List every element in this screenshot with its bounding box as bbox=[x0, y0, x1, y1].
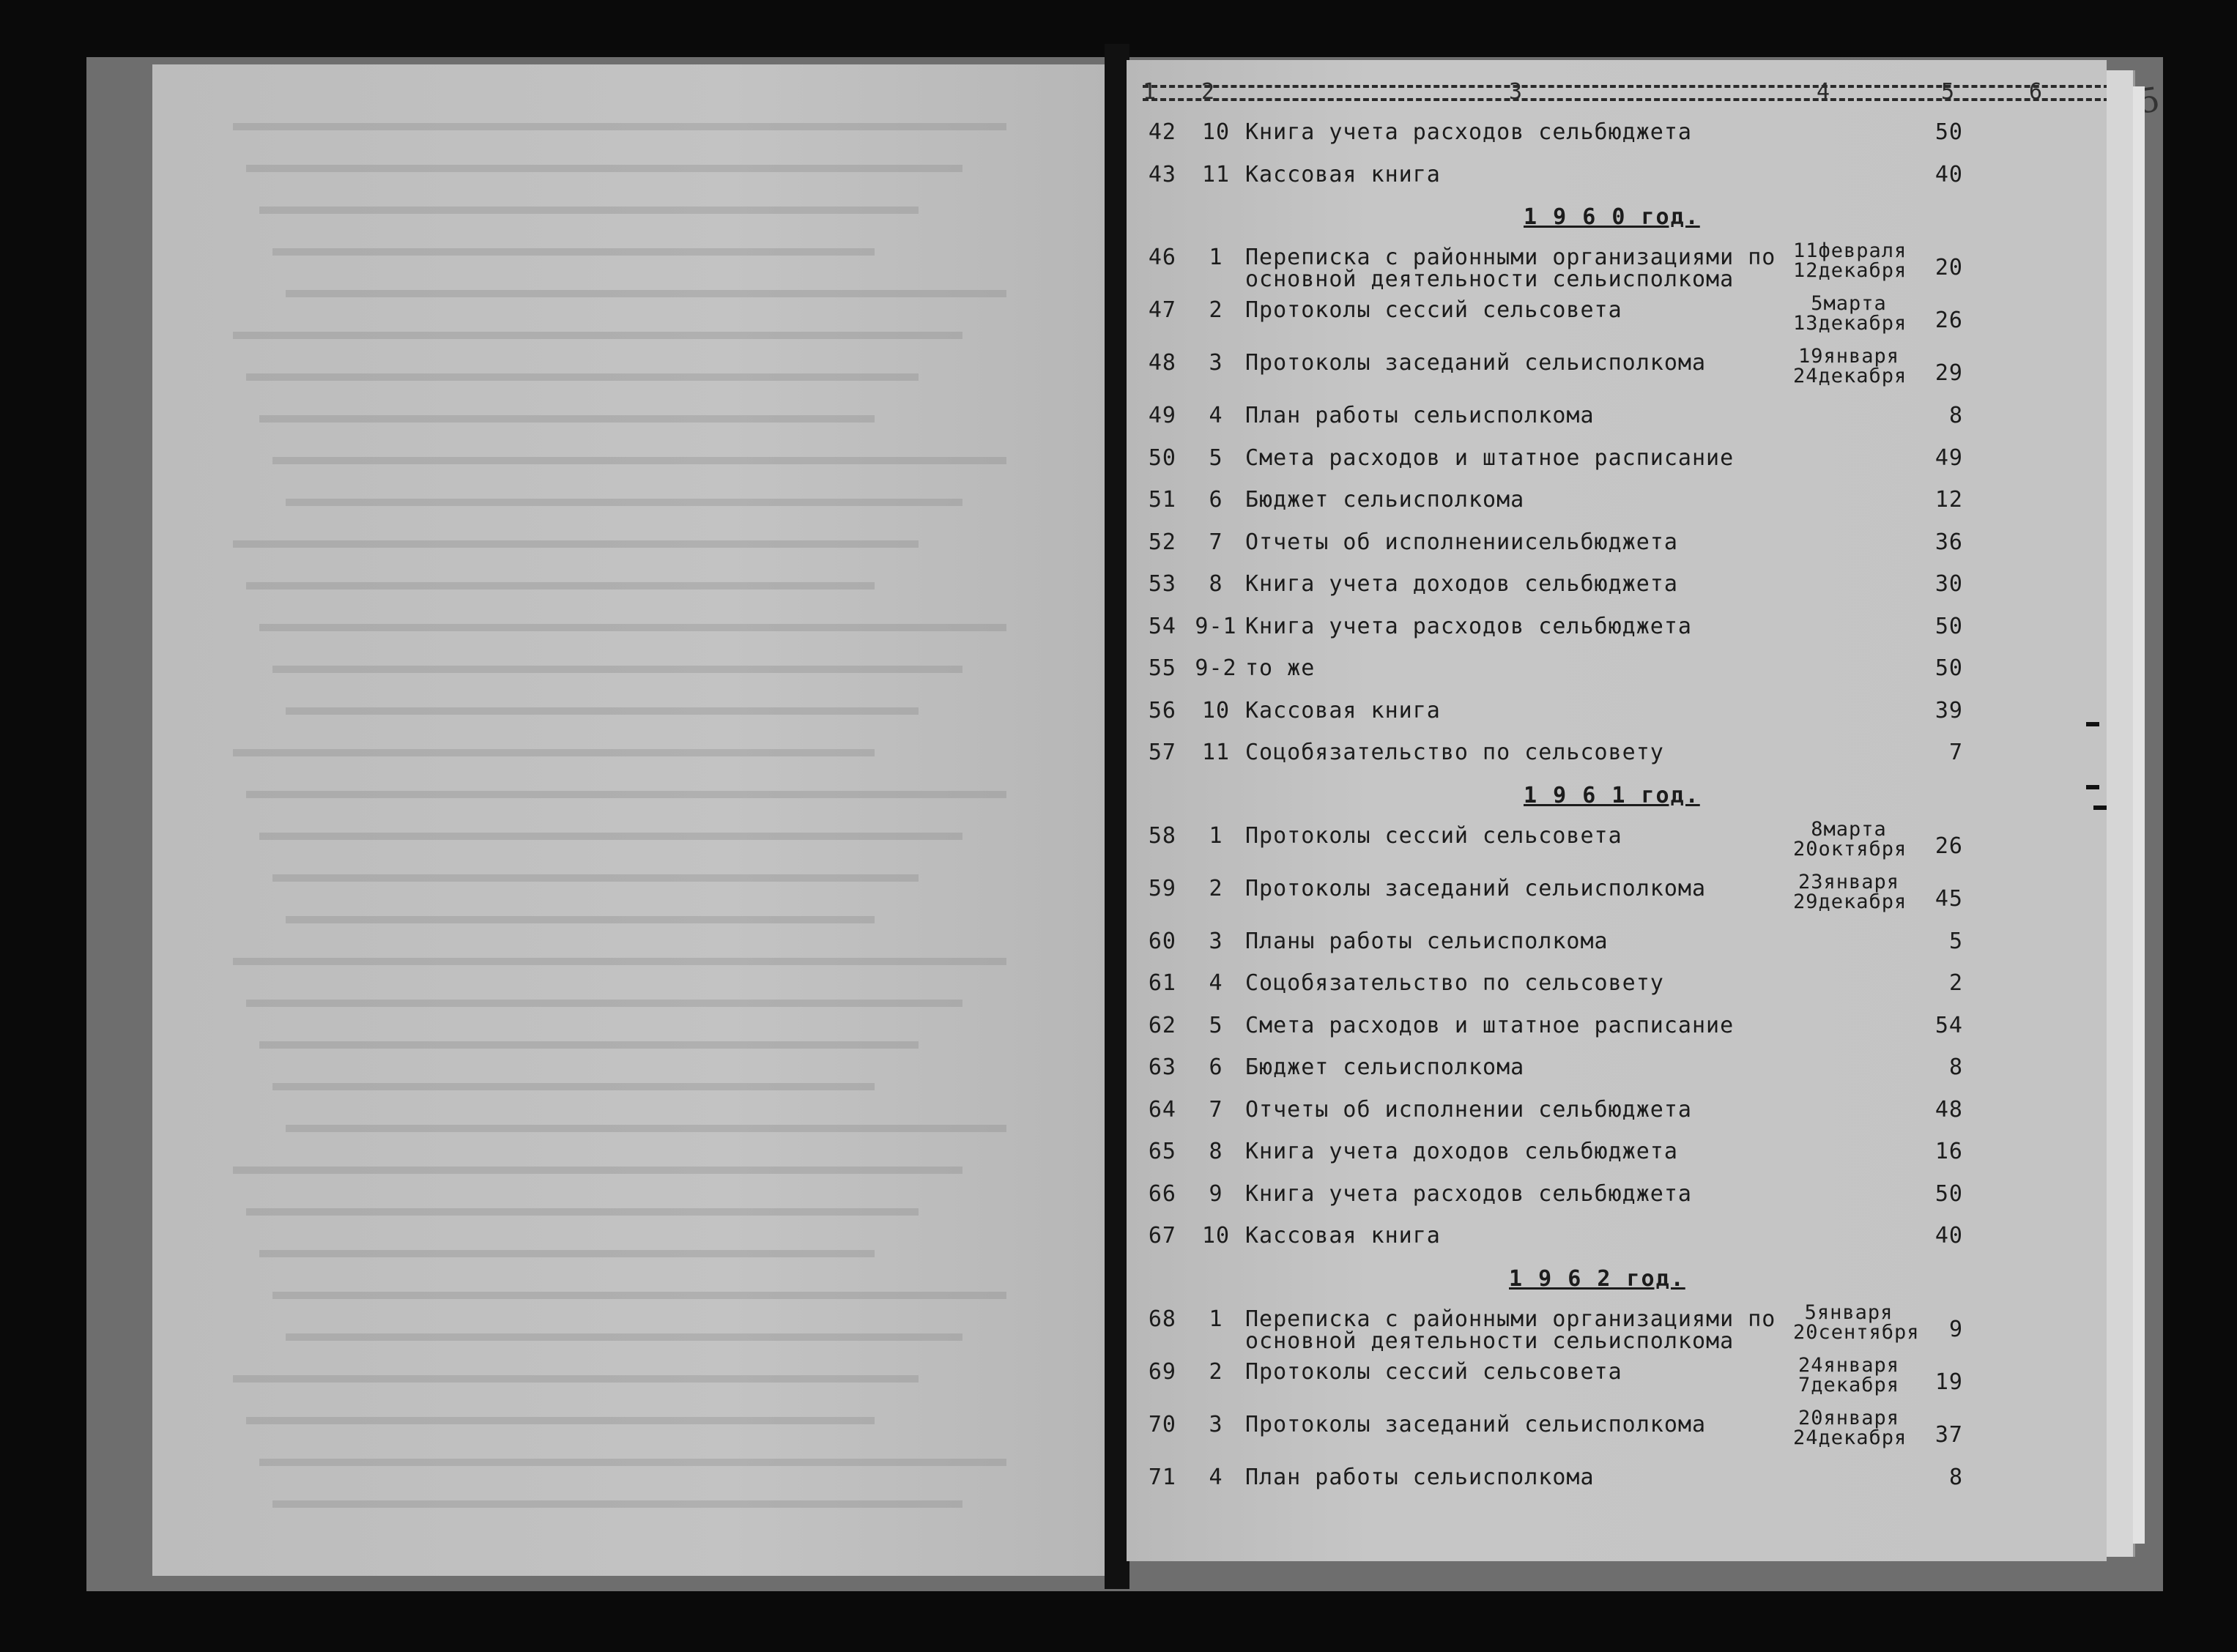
item-sheet-count: 16 bbox=[1934, 1139, 1963, 1164]
item-title bbox=[1245, 1054, 1525, 1080]
bleed-through-line bbox=[233, 1167, 962, 1174]
edge-tick bbox=[2086, 785, 2099, 789]
item-title bbox=[1245, 1464, 1595, 1490]
item-sequence: 1 bbox=[1209, 1306, 1223, 1332]
item-title-line: Книга учета расходов сельбюджета bbox=[1245, 613, 1692, 639]
bleed-through-line bbox=[233, 958, 1006, 965]
column-number: 4 bbox=[1817, 79, 1831, 105]
item-title bbox=[1245, 444, 1735, 471]
bleed-through-line bbox=[286, 290, 1006, 297]
item-title bbox=[1245, 697, 1441, 723]
right-page bbox=[1127, 60, 2107, 1561]
item-title bbox=[1245, 119, 1692, 145]
item-number: 46 bbox=[1148, 245, 1176, 270]
item-title bbox=[1245, 1225, 1441, 1247]
item-sheet-count: 50 bbox=[1934, 119, 1963, 145]
item-title bbox=[1245, 875, 1707, 901]
bleed-through-line bbox=[233, 123, 1006, 130]
item-sequence: 5 bbox=[1209, 444, 1223, 471]
item-title-line: Отчеты об исполнении сельбюджета bbox=[1245, 1096, 1692, 1123]
bleed-through-line bbox=[259, 1041, 919, 1049]
item-title bbox=[1245, 247, 1776, 291]
item-date-line: 20сентября bbox=[1793, 1320, 1920, 1344]
bleed-through-line bbox=[272, 1500, 962, 1508]
item-sequence: 5 bbox=[1209, 1012, 1223, 1038]
item-number: 42 bbox=[1148, 119, 1176, 145]
item-sequence: 8 bbox=[1209, 571, 1223, 597]
item-sequence: 3 bbox=[1209, 1411, 1223, 1437]
column-number: 1 bbox=[1143, 79, 1157, 105]
item-date-line: 7декабря bbox=[1798, 1373, 1900, 1396]
item-title-line: Протоколы заседаний сельисполкома bbox=[1245, 875, 1707, 901]
bleed-through-line bbox=[259, 1459, 1006, 1466]
item-sequence: 4 bbox=[1209, 1464, 1223, 1490]
item-sequence: 11 bbox=[1201, 740, 1231, 765]
item-title bbox=[1245, 405, 1595, 427]
item-number: 48 bbox=[1148, 350, 1176, 376]
item-title-line: План работы сельисполкома bbox=[1245, 1464, 1595, 1490]
item-date-line: 20января bbox=[1798, 1406, 1900, 1429]
bleed-through-line bbox=[246, 1417, 875, 1424]
item-sheet-count: 26 bbox=[1934, 308, 1963, 333]
item-sheet-count: 8 bbox=[1948, 403, 1963, 428]
item-sheet-count: 48 bbox=[1934, 1096, 1963, 1123]
item-number: 57 bbox=[1148, 740, 1176, 765]
item-title-line: Кассовая книга bbox=[1245, 1223, 1441, 1249]
item-number: 62 bbox=[1148, 1012, 1176, 1038]
column-number: 6 bbox=[2029, 79, 2044, 105]
item-sheet-count: 5 bbox=[1948, 928, 1963, 954]
item-number: 59 bbox=[1148, 875, 1176, 901]
year-heading: 1 9 6 0 год. bbox=[1524, 204, 1700, 230]
item-title-line: Смета расходов и штатное расписание bbox=[1245, 444, 1735, 471]
item-dates bbox=[1793, 1301, 1920, 1344]
bleed-through-line bbox=[272, 874, 919, 882]
item-title-line: Протоколы заседаний сельисполкома bbox=[1245, 1411, 1707, 1437]
item-sheet-count: 39 bbox=[1934, 697, 1963, 723]
item-sequence: 2 bbox=[1209, 875, 1223, 901]
bleed-through-line bbox=[272, 457, 1006, 464]
item-title bbox=[1245, 613, 1692, 639]
item-sequence: 10 bbox=[1201, 1223, 1231, 1249]
item-number: 50 bbox=[1148, 444, 1176, 471]
item-title-line: План работы сельисполкома bbox=[1245, 403, 1595, 428]
edge-tick bbox=[2086, 722, 2099, 726]
item-sequence: 2 bbox=[1209, 1358, 1223, 1385]
item-number: 53 bbox=[1148, 571, 1176, 597]
item-title-line: Планы работы сельисполкома bbox=[1245, 928, 1609, 954]
item-title-line: Переписка с районными организациями по bbox=[1245, 245, 1776, 270]
item-title bbox=[1245, 161, 1441, 187]
item-sheet-count: 50 bbox=[1934, 1180, 1963, 1207]
item-sheet-count: 50 bbox=[1934, 655, 1963, 681]
column-number: 3 bbox=[1509, 79, 1524, 105]
item-sheet-count: 45 bbox=[1934, 885, 1963, 912]
item-sequence: 9-1 bbox=[1195, 613, 1237, 639]
item-dates bbox=[1793, 239, 1907, 282]
item-title-line: Книга учета расходов сельбюджета bbox=[1245, 1180, 1692, 1207]
item-dates bbox=[1793, 817, 1907, 860]
item-sequence: 8 bbox=[1209, 1139, 1223, 1164]
column-number: 2 bbox=[1201, 79, 1216, 105]
item-title-line: Переписка с районными организациями по bbox=[1245, 1306, 1776, 1332]
item-title bbox=[1245, 489, 1524, 511]
bleed-through-line bbox=[259, 624, 1006, 631]
item-dates bbox=[1793, 1355, 1904, 1395]
item-sheet-count: 30 bbox=[1934, 571, 1963, 597]
item-sequence: 4 bbox=[1209, 970, 1223, 996]
year-heading: 1 9 6 2 год. bbox=[1509, 1265, 1685, 1292]
bleed-through-line bbox=[286, 499, 962, 506]
item-date-line: 24января bbox=[1798, 1353, 1900, 1377]
bleed-through-line bbox=[246, 1000, 962, 1007]
item-dates bbox=[1793, 1406, 1907, 1449]
item-sheet-count: 9 bbox=[1948, 1316, 1963, 1342]
item-title bbox=[1245, 928, 1609, 954]
item-title-line: Соцобязательство по сельсовету bbox=[1245, 970, 1664, 996]
bleed-through-line bbox=[286, 1333, 962, 1341]
item-title bbox=[1245, 1306, 1776, 1354]
item-date-line: 19января bbox=[1798, 345, 1900, 368]
item-number: 52 bbox=[1148, 529, 1176, 555]
bleed-through-line bbox=[286, 916, 875, 923]
item-sheet-count: 40 bbox=[1934, 1223, 1963, 1249]
item-sequence: 3 bbox=[1209, 350, 1223, 376]
item-date-line: 11февраля bbox=[1793, 239, 1907, 262]
item-sequence: 7 bbox=[1209, 1096, 1223, 1123]
item-number: 66 bbox=[1148, 1180, 1176, 1207]
item-title-line: Бюджет сельисполкома bbox=[1245, 1054, 1525, 1080]
item-title bbox=[1245, 1096, 1692, 1123]
item-title bbox=[1245, 1141, 1678, 1163]
item-sheet-count: 2 bbox=[1948, 970, 1963, 996]
item-sequence: 4 bbox=[1209, 403, 1223, 428]
item-date-line: 8марта bbox=[1811, 817, 1887, 841]
item-number: 69 bbox=[1148, 1358, 1176, 1385]
item-title-line: основной деятельности сельисполкома bbox=[1245, 1328, 1735, 1354]
item-title bbox=[1245, 655, 1316, 681]
item-sheet-count: 7 bbox=[1948, 740, 1963, 765]
item-number: 56 bbox=[1148, 697, 1176, 723]
item-number: 49 bbox=[1148, 403, 1176, 428]
item-number: 70 bbox=[1148, 1411, 1176, 1437]
bleed-through-line bbox=[233, 540, 919, 548]
bleed-through-line bbox=[259, 833, 962, 840]
book-gutter bbox=[1105, 44, 1129, 1589]
item-number: 43 bbox=[1148, 161, 1176, 187]
column-number: 5 bbox=[1941, 79, 1956, 105]
item-title-line: Книга учета доходов сельбюджета bbox=[1245, 1139, 1678, 1164]
item-sequence: 11 bbox=[1201, 161, 1231, 187]
header-rule bbox=[1143, 98, 2110, 101]
item-number: 51 bbox=[1148, 487, 1176, 513]
item-sheet-count: 50 bbox=[1934, 613, 1963, 639]
header-rule bbox=[1143, 85, 2110, 88]
item-date-line: 5марта bbox=[1811, 292, 1887, 315]
bleed-through-line bbox=[272, 1083, 875, 1090]
item-dates bbox=[1793, 292, 1907, 335]
item-sequence: 1 bbox=[1209, 822, 1223, 849]
bleed-through-line bbox=[272, 666, 962, 673]
bleed-through-line bbox=[272, 248, 875, 256]
item-title-line: Книга учета доходов сельбюджета bbox=[1245, 571, 1678, 597]
item-number: 55 bbox=[1148, 655, 1176, 681]
item-number: 54 bbox=[1148, 613, 1176, 639]
item-title-line: Смета расходов и штатное расписание bbox=[1245, 1012, 1735, 1038]
item-number: 68 bbox=[1148, 1306, 1176, 1332]
bleed-through-line bbox=[259, 1250, 875, 1257]
bleed-through-line bbox=[246, 165, 962, 172]
bleed-through-line bbox=[272, 1292, 1006, 1299]
bleed-through-line bbox=[259, 415, 875, 423]
item-date-line: 24декабря bbox=[1793, 365, 1907, 387]
item-date-line: 23января bbox=[1798, 870, 1900, 893]
item-title-line: основной деятельности сельисполкома bbox=[1245, 267, 1735, 292]
item-title bbox=[1245, 352, 1706, 374]
item-number: 65 bbox=[1148, 1139, 1176, 1164]
item-title-line: Бюджет сельисполкома bbox=[1245, 487, 1525, 513]
item-sheet-count: 40 bbox=[1934, 161, 1963, 187]
item-title-line: Протоколы заседаний сельисполкома bbox=[1245, 350, 1707, 376]
bleed-through-line bbox=[246, 1208, 919, 1216]
item-number: 67 bbox=[1148, 1223, 1176, 1249]
item-sheet-count: 8 bbox=[1948, 1054, 1963, 1080]
item-title-line: Отчеты об исполнениисельбюджета bbox=[1245, 529, 1678, 555]
item-title bbox=[1245, 299, 1622, 321]
left-page bbox=[152, 64, 1116, 1576]
item-sheet-count: 20 bbox=[1934, 255, 1963, 280]
item-title bbox=[1245, 1358, 1622, 1385]
item-sequence: 3 bbox=[1209, 928, 1223, 954]
item-title bbox=[1245, 529, 1678, 555]
item-date-line: 13декабря bbox=[1793, 312, 1907, 335]
bleed-through-line bbox=[233, 749, 875, 756]
item-title bbox=[1245, 573, 1678, 595]
item-dates bbox=[1793, 345, 1907, 387]
bleed-through-line bbox=[233, 1375, 919, 1383]
item-title-line: то же bbox=[1245, 655, 1316, 681]
item-title-line: Протоколы сессий сельсовета bbox=[1245, 1358, 1622, 1385]
item-sequence: 6 bbox=[1209, 487, 1223, 513]
bleed-through-line bbox=[246, 373, 919, 381]
item-sheet-count: 12 bbox=[1934, 487, 1963, 513]
bleed-through-line bbox=[246, 791, 1006, 798]
edge-tick bbox=[2093, 805, 2107, 810]
item-sheet-count: 8 bbox=[1948, 1464, 1963, 1490]
item-title bbox=[1245, 1012, 1735, 1038]
item-sequence: 7 bbox=[1209, 529, 1223, 555]
item-number: 64 bbox=[1148, 1096, 1176, 1123]
item-sheet-count: 29 bbox=[1934, 360, 1963, 386]
item-sequence: 9-2 bbox=[1195, 655, 1237, 681]
item-title bbox=[1245, 742, 1664, 764]
item-sequence: 10 bbox=[1201, 697, 1231, 723]
inventory-list bbox=[1143, 79, 2110, 1544]
item-sheet-count: 54 bbox=[1934, 1012, 1963, 1038]
year-heading: 1 9 6 1 год. bbox=[1524, 782, 1700, 808]
item-date-line: 20октября bbox=[1793, 837, 1907, 860]
item-date-line: 29декабря bbox=[1793, 890, 1907, 913]
item-title-line: Протоколы сессий сельсовета bbox=[1245, 822, 1622, 849]
item-number: 47 bbox=[1148, 297, 1176, 323]
page-edge-inner bbox=[2133, 86, 2145, 1544]
item-date-line: 5января bbox=[1804, 1301, 1893, 1324]
bleed-through-line bbox=[246, 582, 875, 589]
item-title-line: Кассовая книга bbox=[1245, 697, 1441, 723]
item-title-line: Книга учета расходов сельбюджета bbox=[1245, 119, 1692, 145]
bleed-through-line bbox=[286, 707, 919, 715]
item-sequence: 2 bbox=[1209, 297, 1223, 323]
item-sequence: 9 bbox=[1209, 1180, 1223, 1207]
item-title bbox=[1245, 972, 1664, 994]
bleed-through-line bbox=[233, 332, 962, 339]
item-title bbox=[1245, 1180, 1692, 1207]
item-sequence: 1 bbox=[1209, 245, 1223, 270]
item-number: 61 bbox=[1148, 970, 1176, 996]
item-sheet-count: 37 bbox=[1934, 1421, 1963, 1448]
item-number: 60 bbox=[1148, 928, 1176, 954]
item-number: 71 bbox=[1148, 1464, 1176, 1490]
item-sequence: 10 bbox=[1201, 119, 1231, 145]
item-title-line: Кассовая книга bbox=[1245, 161, 1441, 187]
item-date-line: 24декабря bbox=[1793, 1426, 1907, 1449]
item-title bbox=[1245, 1411, 1707, 1437]
item-dates bbox=[1793, 870, 1907, 913]
item-sheet-count: 49 bbox=[1934, 444, 1963, 471]
item-number: 63 bbox=[1148, 1054, 1176, 1080]
item-sheet-count: 19 bbox=[1934, 1369, 1963, 1395]
bleed-through-line bbox=[286, 1125, 1006, 1132]
item-sequence: 6 bbox=[1209, 1054, 1223, 1080]
item-sheet-count: 36 bbox=[1934, 529, 1963, 555]
bleed-through-line bbox=[259, 206, 919, 214]
item-title-line: Соцобязательство по сельсовету bbox=[1245, 740, 1664, 765]
item-number: 58 bbox=[1148, 822, 1176, 849]
item-title bbox=[1245, 822, 1622, 849]
item-title-line: Протоколы сессий сельсовета bbox=[1245, 297, 1622, 323]
item-sheet-count: 26 bbox=[1934, 833, 1963, 859]
page-edge bbox=[2107, 70, 2135, 1557]
item-date-line: 12декабря bbox=[1793, 259, 1907, 282]
